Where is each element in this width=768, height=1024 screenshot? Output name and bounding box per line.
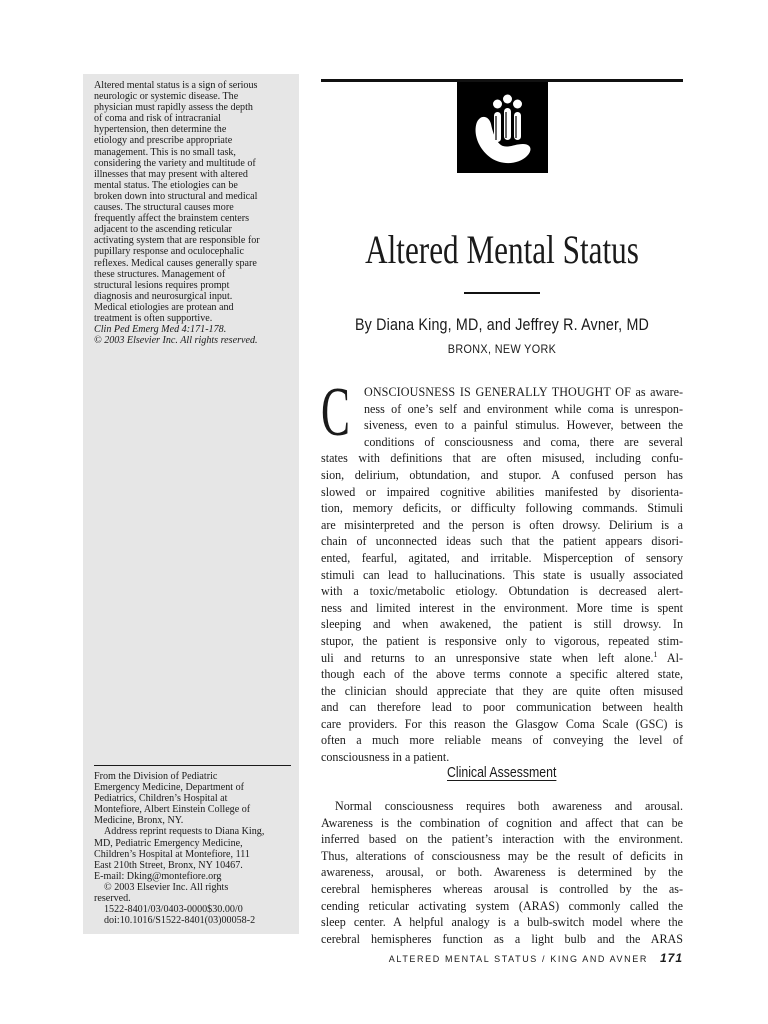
body-line-text: consciousness in a patient. — [321, 750, 450, 765]
body-line-text: and can therefore lead to poor communication between health — [321, 700, 683, 715]
body-line-text: are misinterpreted and the person is often drowsy. Delirium is a — [321, 517, 683, 532]
hand-holding-children-icon — [457, 82, 548, 173]
logo-graphic — [457, 82, 548, 173]
affiliation-line: © 2003 Elsevier Inc. All rights — [104, 881, 229, 893]
affiliation-line: Medicine, Bronx, NY. — [94, 815, 184, 827]
abstract-line: neurologic or systemic disease. The — [94, 91, 239, 103]
body-line-text: slowed or impaired cognitive abilities manifested by disorienta- — [321, 484, 683, 499]
body-line — [321, 616, 683, 633]
abstract-line: activating system that are responsible for — [94, 235, 260, 247]
author-byline: By Diana King, MD, and Jeffrey R. Avner, MD — [354, 315, 649, 334]
body-line-text: chain of unconnected ideas such that the patient appears disori- — [321, 534, 683, 549]
body-line-text: Al- — [657, 650, 683, 665]
body-line — [321, 567, 683, 584]
body-line: inferred based on the patient’s interaction with the environment. — [321, 832, 683, 847]
body-line — [321, 633, 683, 650]
body-line — [321, 384, 683, 401]
running-footer — [321, 950, 683, 967]
body-line-text: care providers. For this reason the Glasgow Coma Scale (GSC) is — [321, 716, 683, 731]
body-line-text: ness of one’s self and environment while coma is unrespon- — [364, 401, 683, 416]
body-line — [321, 550, 683, 567]
body-line-text: sion, delirium, obtundation, and stupor. A confused person has — [321, 467, 683, 482]
body-line-text: ented, fearful, agitated, and irritable. Misperception of sensory — [321, 550, 683, 565]
abstract-line: illnesses that may present with altered — [94, 168, 248, 180]
body-line — [321, 517, 683, 534]
abstract-copyright: © 2003 Elsevier Inc. All rights reserved. — [94, 335, 258, 347]
abstract-line: physician must rapidly assess the depth — [94, 102, 253, 114]
body-line-text: states with definitions that are often misused, including confu- — [321, 451, 683, 466]
body-line-text: with a toxic/metabolic etiology. Obtundation is decreased alert- — [321, 584, 683, 599]
abstract-text — [94, 80, 294, 324]
body-line — [321, 417, 683, 434]
abstract-line: hypertension, then determine the — [94, 124, 227, 136]
abstract-line: frequently affect the brainstem centers — [94, 213, 250, 225]
affiliation-line: reserved. — [94, 893, 131, 905]
abstract-line: etiology and prescribe appropriate — [94, 135, 233, 147]
abstract-line: considering the variety and multitude of — [94, 157, 256, 169]
author-location: BRONX, NEW YORK — [447, 342, 557, 356]
abstract-line: Altered mental status is a sign of serious — [94, 80, 258, 91]
body-line — [321, 716, 683, 733]
abstract-line: of coma and risk of intracranial — [94, 113, 221, 125]
section-heading-text: Clinical Assessment — [447, 764, 557, 781]
affiliation-line: From the Division of Pediatric — [94, 771, 218, 782]
affiliation-line: Address reprint requests to Diana King, — [104, 826, 265, 838]
abstract — [94, 80, 294, 346]
affiliation-line: Montefiore, Albert Einstein College of — [94, 804, 251, 816]
body-line: cerebral hemispheres whereas arousal is controlled by the as- — [321, 881, 683, 896]
body-line — [321, 484, 683, 501]
body-line — [321, 500, 683, 517]
body-line-text: siveness, even to a painful stimulus. However, between the — [364, 418, 683, 433]
abstract-line: pupillary response and oculocephalic — [94, 246, 244, 258]
affiliation-line: E-mail: Dking@montefiore.org — [94, 870, 222, 882]
body-line-text: conditions of consciousness and coma, there are several — [364, 434, 683, 449]
body-line-text: ness and limited interest in the environment. More time is spent — [321, 600, 683, 615]
page-number: 171 — [659, 951, 683, 965]
reference-marker: 1 — [653, 649, 658, 659]
body-line — [321, 583, 683, 600]
body-line: sleep center. A helpful analogy is a bulb-switch model where the — [321, 915, 683, 930]
body-line — [321, 450, 683, 467]
body-line-text: sleeping and when awakened, the patient is still drowsy. In — [321, 617, 683, 632]
body-line: cending reticular activating system (ARAS) commonly called the — [321, 898, 683, 913]
affiliation-line: 1522-8401/03/0403-0000$30.00/0 — [104, 904, 243, 916]
abstract-line: broken down into structural and medical — [94, 190, 258, 202]
body-line-text: uli and returns to an unresponsive state when left alone. — [321, 650, 654, 665]
body-line — [321, 434, 683, 451]
abstract-line: reflexes. Medical causes generally spare — [94, 257, 257, 269]
affiliation-line: Pediatrics, Children’s Hospital at — [94, 793, 228, 805]
section-heading — [321, 763, 683, 783]
body-line — [321, 533, 683, 550]
abstract-line: treatment is often supportive. — [94, 312, 213, 324]
abstract-citation: Clin Ped Emerg Med 4:171-178. — [94, 324, 227, 336]
body-line — [321, 666, 683, 683]
body-line-text: stupor, the patient is responsive only to vigorous, repeated stim- — [321, 633, 683, 648]
body-line — [321, 683, 683, 700]
affiliation-line: doi:10.1016/S1522-8401(03)00058-2 — [104, 915, 256, 927]
title-rule — [464, 292, 540, 294]
abstract-line: causes. The structural causes more — [94, 202, 234, 214]
body-line-text: the clinician should appreciate that they are quite often misused — [321, 683, 683, 698]
lead-in-text: ONSCIOUSNESS IS GENERALLY THOUGHT OF — [364, 385, 631, 399]
body-line-text: often a much more reliable means of conveying the level of — [321, 733, 683, 748]
body-line: awareness, arousal, or both. Awareness is determined by the — [321, 865, 683, 880]
body-line — [321, 699, 683, 716]
body-line: Thus, alterations of consciousness may be the result of deficits in — [321, 848, 683, 863]
body-line: cerebral hemispheres function as a light bulb and the ARAS — [321, 931, 683, 946]
body-line — [321, 650, 683, 667]
intro-paragraph — [321, 374, 684, 766]
body-line-text: as aware- — [630, 385, 684, 399]
body-line-text: tion, memory deficits, or difficulty following commands. Stimuli — [321, 501, 683, 516]
abstract-line: adjacent to the ascending reticular — [94, 224, 232, 236]
affiliation-line: MD, Pediatric Emergency Medicine, — [94, 837, 243, 849]
affiliation-divider — [94, 765, 291, 766]
body-line — [321, 401, 683, 418]
body-line-text: stimuli can lead to hallucinations. This state is usually associated — [321, 567, 683, 582]
body-line — [321, 600, 683, 617]
running-title: ALTERED MENTAL STATUS / KING AND AVNER — [388, 954, 648, 964]
body-line: Awareness is the combination of cognition and affect that can be — [321, 815, 683, 830]
section-paragraph — [321, 798, 683, 947]
abstract-line: mental status. The etiologies can be — [94, 179, 238, 191]
abstract-line: Medical etiologies are protean and — [94, 301, 234, 313]
affiliation-line: East 210th Street, Bronx, NY 10467. — [94, 859, 243, 871]
drop-cap: C — [321, 374, 350, 451]
affiliation-line: Children’s Hospital at Montefiore, 111 — [94, 848, 250, 860]
body-line-text: though each of the above terms connote a specific altered state, — [321, 667, 683, 682]
abstract-line: management. This is no small task, — [94, 146, 236, 158]
body-line: Normal consciousness requires both awareness and arousal. — [335, 799, 683, 813]
article-title: Altered Mental Status — [365, 227, 639, 272]
author-affiliation — [94, 771, 294, 926]
body-line — [321, 467, 683, 484]
abstract-line: diagnosis and neurosurgical input. — [94, 290, 233, 302]
body-line — [321, 732, 683, 749]
abstract-line: these structures. Management of — [94, 268, 226, 280]
abstract-line: structural lesions requires prompt — [94, 279, 230, 291]
affiliation-line: Emergency Medicine, Department of — [94, 782, 245, 794]
